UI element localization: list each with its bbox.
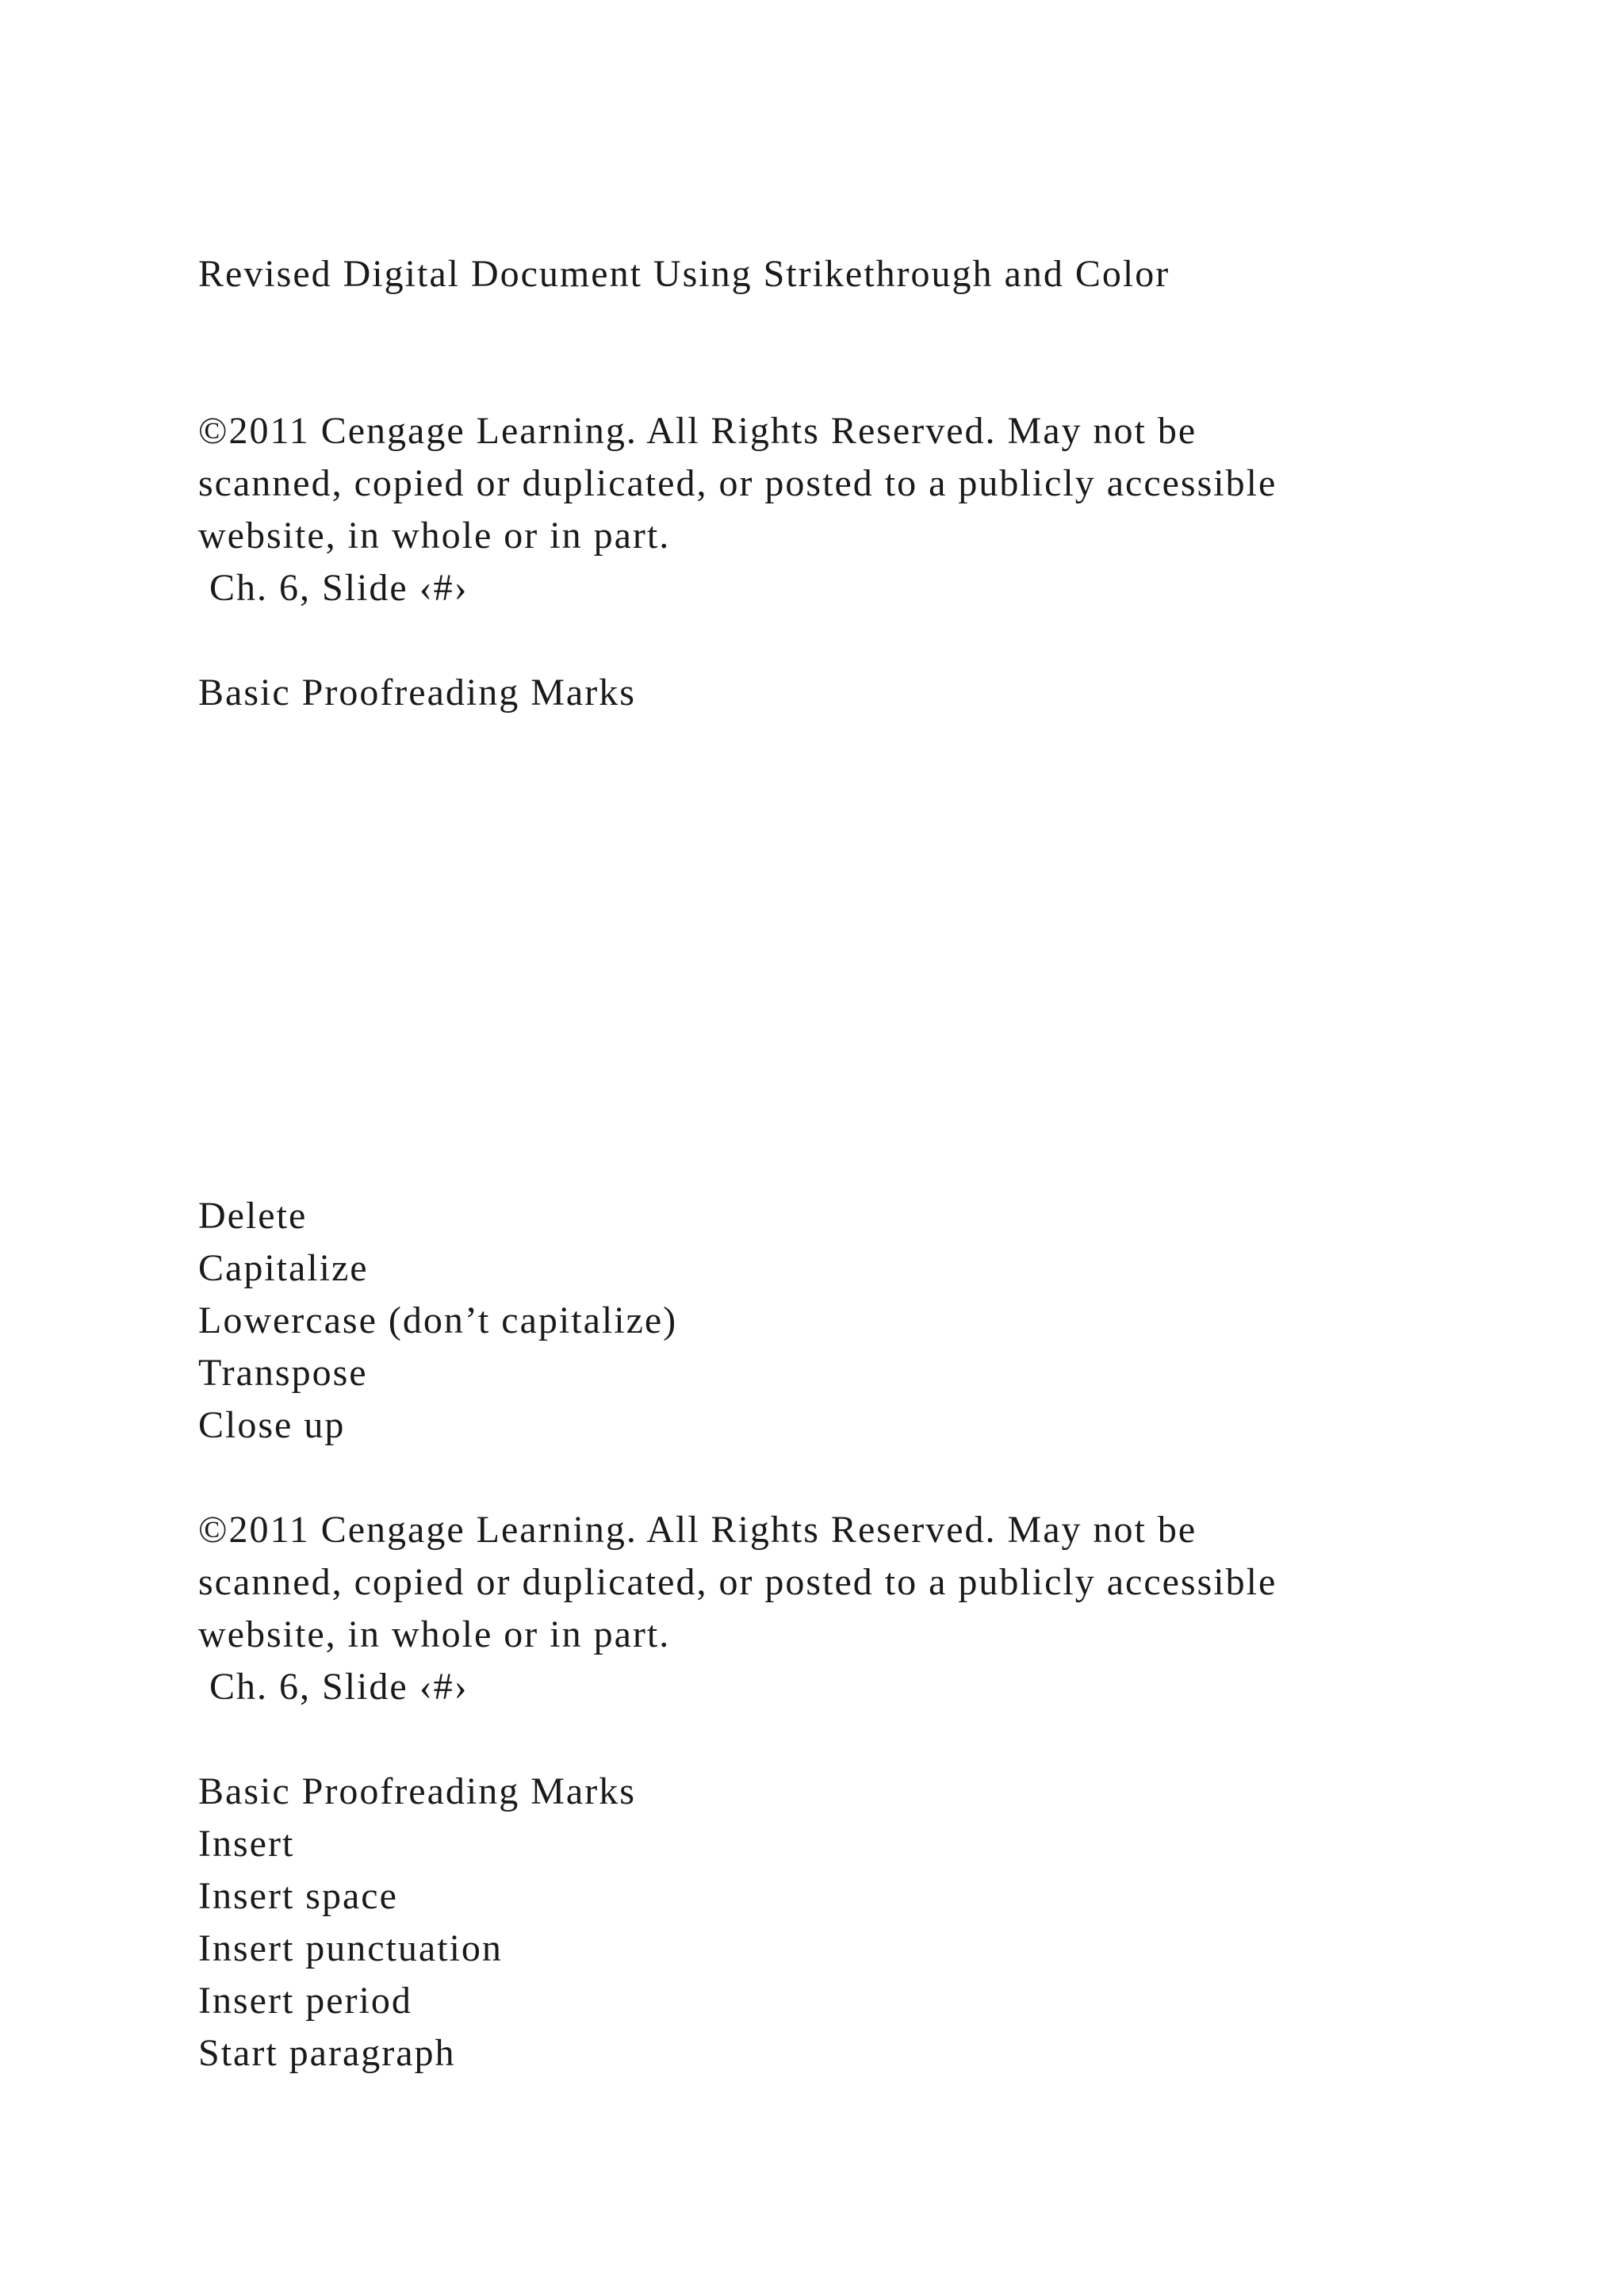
list-item: Start paragraph (198, 2032, 456, 2074)
copyright-line-3: website, in whole or in part. (198, 515, 671, 557)
list-item: Delete (198, 1195, 308, 1237)
copyright-line-1: ©2011 Cengage Learning. All Rights Reserved. May not be (198, 410, 1197, 452)
list-item: Insert period (198, 1980, 412, 2022)
document-title: Revised Digital Document Using Strikethrough and Color (198, 253, 1170, 295)
copyright-line-2: scanned, copied or duplicated, or posted to a publicly accessible (198, 1561, 1277, 1603)
copyright-line-3: website, in whole or in part. (198, 1613, 671, 1655)
list-item: Insert punctuation (198, 1927, 503, 1969)
list-item: Close up (198, 1404, 346, 1446)
section-heading: Basic Proofreading Marks (198, 672, 636, 714)
copyright-line-1: ©2011 Cengage Learning. All Rights Reserved. May not be (198, 1509, 1197, 1551)
list-item: Transpose (198, 1352, 368, 1394)
slide-reference: Ch. 6, Slide ‹#› (198, 1666, 469, 1708)
list-item: Capitalize (198, 1247, 369, 1289)
slide-reference: Ch. 6, Slide ‹#› (198, 567, 469, 609)
list-item: Lowercase (don’t capitalize) (198, 1299, 678, 1341)
list-item: Insert (198, 1823, 295, 1865)
copyright-line-2: scanned, copied or duplicated, or posted to a publicly accessible (198, 462, 1277, 504)
section-heading: Basic Proofreading Marks (198, 1770, 636, 1812)
list-item: Insert space (198, 1875, 398, 1917)
